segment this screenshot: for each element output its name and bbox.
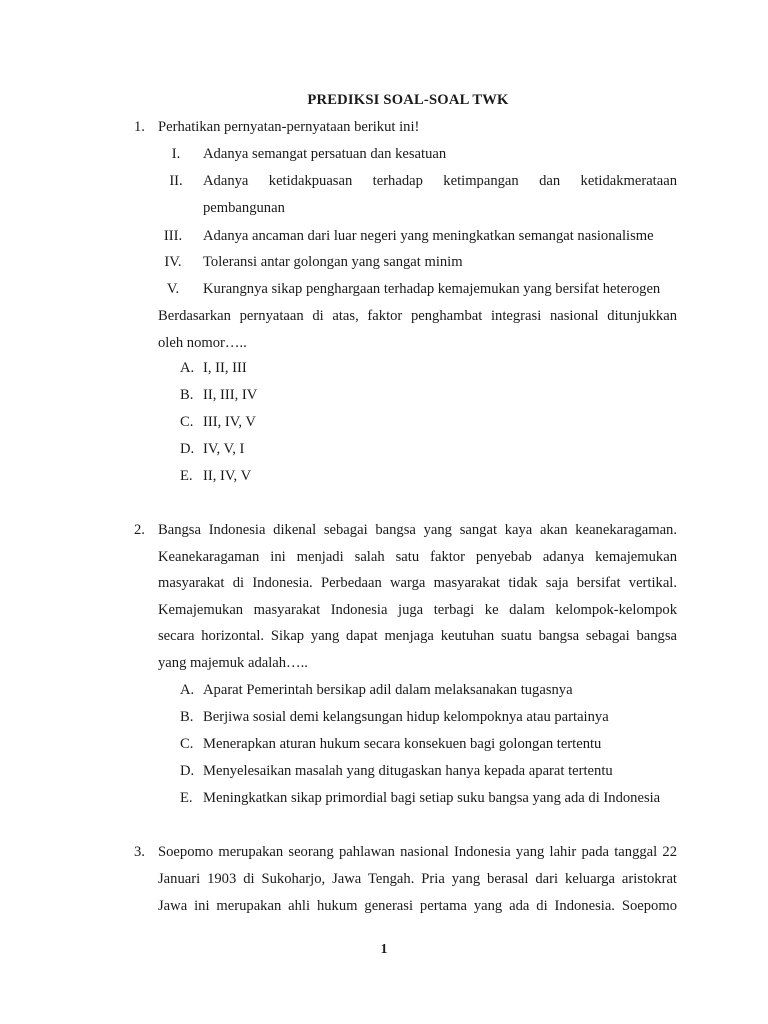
- question-text-line: Jawa ini merupakan ahli hukum generasi pertama yang ada di Indonesia. Soepomo: [158, 898, 677, 914]
- option-letter: B.: [180, 387, 194, 403]
- option-text: Meningkatkan sikap primordial bagi setiap suku bangsa yang ada di Indonesia: [203, 790, 661, 806]
- question-intro: Perhatikan pernyatan-pernyataan berikut ini!: [158, 119, 420, 135]
- option-text: III, IV, V: [203, 414, 256, 430]
- statement-text: Adanya ancaman dari luar negeri yang meningkatkan semangat nasionalisme: [203, 228, 654, 244]
- question-text-line: Bangsa Indonesia dikenal sebagai bangsa yang sangat kaya akan keanekaragaman.: [158, 522, 677, 538]
- option-text: Menyelesaikan masalah yang ditugaskan hanya kepada aparat tertentu: [203, 763, 613, 779]
- option-letter: E.: [180, 468, 193, 484]
- statement-text: Adanya semangat persatuan dan kesatuan: [203, 146, 447, 162]
- option-text: Aparat Pemerintah bersikap adil dalam melaksanakan tugasnya: [203, 682, 573, 698]
- statement-text: Adanya ketidakpuasan terhadap ketimpangan dan ketidakmerataan: [203, 173, 677, 189]
- question-text-line: Januari 1903 di Sukoharjo, Jawa Tengah. Pria yang berasal dari keluarga aristokrat: [158, 871, 677, 887]
- option-text: Menerapkan aturan hukum secara konsekuen bagi golongan tertentu: [203, 736, 602, 752]
- statement-text: Toleransi antar golongan yang sangat minim: [203, 254, 463, 270]
- option-letter: B.: [180, 709, 194, 725]
- option-text: I, II, III: [203, 360, 247, 376]
- option-letter: D.: [180, 763, 195, 779]
- statement-text: Kurangnya sikap penghargaan terhadap kemajemukan yang bersifat heterogen: [203, 281, 661, 297]
- question-text-continued: oleh nomor…..: [158, 335, 247, 351]
- option-letter: E.: [180, 790, 193, 806]
- page-number: 1: [380, 941, 388, 956]
- option-text: Berjiwa sosial demi kelangsungan hidup kelompoknya atau partainya: [203, 709, 609, 725]
- question-text-line: Soepomo merupakan seorang pahlawan nasional Indonesia yang lahir pada tanggal 22: [158, 844, 677, 860]
- statement-number: IV.: [164, 254, 182, 270]
- statement-text-continued: pembangunan: [203, 200, 285, 216]
- option-text: II, III, IV: [203, 387, 258, 403]
- question-text: Berdasarkan pernyataan di atas, faktor penghambat integrasi nasional ditunjukkan: [158, 308, 677, 324]
- option-text: IV, V, I: [203, 441, 245, 457]
- question-text-line: yang majemuk adalah…..: [158, 655, 308, 671]
- question-text-line: Kemajemukan masyarakat Indonesia juga terbagi ke dalam kelompok-kelompok: [158, 602, 677, 618]
- question-text-line: Keanekaragaman ini menjadi salah satu faktor penyebab adanya kemajemukan: [158, 549, 677, 565]
- document-title: PREDIKSI SOAL-SOAL TWK: [307, 92, 509, 108]
- question-number: 2.: [134, 522, 145, 538]
- statement-number: II.: [169, 173, 183, 189]
- option-letter: D.: [180, 441, 195, 457]
- option-letter: A.: [180, 682, 195, 698]
- question-number: 3.: [134, 844, 145, 860]
- question-text-line: secara horizontal. Sikap yang dapat menjaga keutuhan suatu bangsa sebagai bangsa: [158, 628, 677, 644]
- statement-number: III.: [163, 228, 183, 244]
- option-letter: A.: [180, 360, 195, 376]
- statement-number: V.: [166, 281, 180, 297]
- option-letter: C.: [180, 736, 194, 752]
- statement-number: I.: [171, 146, 181, 162]
- option-text: II, IV, V: [203, 468, 252, 484]
- question-number: 1.: [134, 119, 145, 135]
- question-text-line: masyarakat di Indonesia. Perbedaan warga masyarakat tidak saja bersifat vertikal.: [158, 575, 677, 591]
- option-letter: C.: [180, 414, 194, 430]
